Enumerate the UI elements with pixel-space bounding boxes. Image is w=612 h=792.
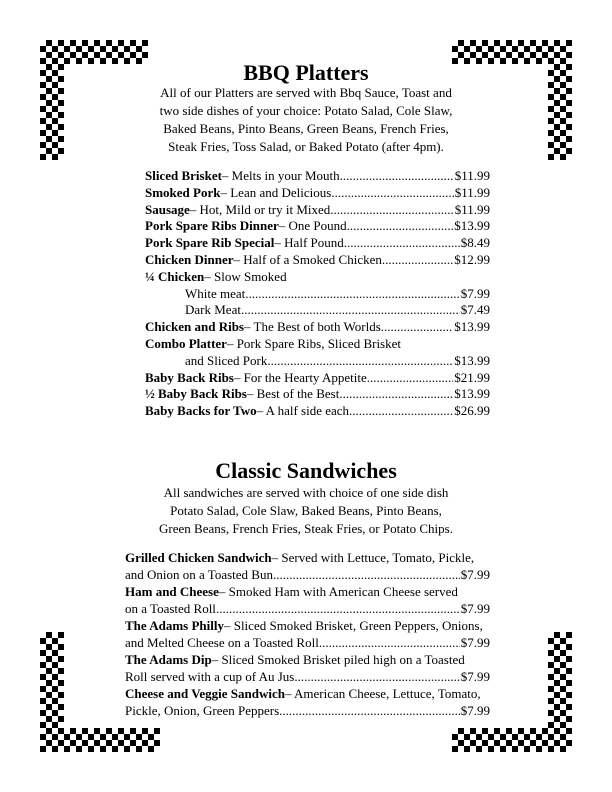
menu-item-description: – American Cheese, Lettuce, Tomato,: [285, 686, 481, 701]
menu-item-name: Chicken and Ribs: [145, 319, 244, 335]
leader-dots: [347, 217, 454, 234]
menu-item-description: and Sliced Pork: [185, 352, 268, 368]
menu-item-description: – Lean and Delicious: [220, 184, 332, 200]
menu-item-name: Ham and Cheese: [125, 584, 219, 599]
menu-item-price: $7.49: [460, 302, 490, 318]
sandwiches-intro-line: Potato Salad, Cole Slaw, Baked Beans, Pinto Beans,: [170, 503, 442, 518]
leader-dots: [382, 251, 453, 268]
menu-item-description: Dark Meat: [185, 302, 241, 318]
menu-item-price: $7.99: [460, 567, 490, 582]
menu-item-price: $13.99: [454, 352, 490, 368]
menu-item: [125, 600, 490, 617]
bbq-title: BBQ Platters: [243, 60, 369, 85]
bbq-intro: [106, 84, 506, 156]
leader-dots: [344, 234, 460, 251]
corner-checker-bottom-right-v: [548, 632, 572, 752]
menu-item-description: – One Pound: [278, 218, 347, 234]
menu-item-price: $11.99: [454, 184, 490, 200]
corner-checker-bottom-left-v: [40, 632, 64, 752]
menu-item-price: $21.99: [454, 369, 490, 385]
menu-item-price: $7.99: [460, 635, 490, 650]
menu-item-description: and Melted Cheese on a Toasted Roll: [125, 635, 319, 650]
menu-item: [145, 201, 490, 218]
menu-item-description: – The Best of both Worlds: [243, 319, 381, 335]
sandwiches-title: Classic Sandwiches: [215, 458, 397, 483]
leader-dots: [241, 301, 460, 318]
menu-item-description: – Half of a Smoked Chicken: [233, 252, 382, 267]
menu-item: [125, 617, 490, 634]
menu-item: [185, 285, 490, 302]
leader-dots: [367, 369, 454, 386]
menu-item: [185, 352, 490, 369]
menu-item-description: – Hot, Mild or try it Mixed: [189, 201, 331, 217]
menu-item: [125, 583, 490, 600]
menu-item-price: $26.99: [454, 403, 490, 419]
menu-item: [125, 685, 490, 702]
bbq-intro-line: Steak Fries, Toss Salad, or Baked Potato (after 4pm).: [168, 139, 444, 154]
menu-item-description: – Pork Spare Ribs, Sliced Brisket: [226, 336, 401, 351]
menu-item: [145, 251, 490, 268]
menu-item-name: Chicken Dinner: [145, 252, 234, 267]
menu-item-description: – Sliced Smoked Brisket, Green Peppers, Onions,: [223, 618, 483, 633]
menu-item-price: $7.99: [460, 669, 490, 684]
menu-item-name: Sliced Brisket: [145, 168, 222, 183]
leader-dots: [339, 385, 453, 402]
menu-item: [145, 167, 490, 184]
menu-item-name: Baby Back Ribs: [145, 369, 234, 385]
menu-item-name: Sausage: [145, 201, 190, 217]
menu-item-name: Cheese and Veggie Sandwich: [125, 686, 285, 701]
menu-item-name: ½ Baby Back Ribs: [145, 386, 247, 402]
leader-dots: [267, 352, 453, 369]
leader-dots: [330, 201, 453, 218]
menu-item: [145, 318, 490, 335]
menu-item-description: – Slow Smoked: [204, 268, 287, 284]
menu-item-description: and Onion on a Toasted Bun: [125, 567, 273, 582]
menu-item: [145, 385, 490, 402]
menu-item: [125, 634, 490, 651]
menu-item-name: Pork Spare Rib Special: [145, 235, 275, 251]
menu-item-price: $7.99: [460, 703, 490, 718]
menu-item-description: – Sliced Smoked Brisket piled high on a Toasted: [211, 652, 465, 667]
menu-item-price: $13.99: [454, 386, 490, 402]
sandwiches-intro: [106, 484, 506, 538]
sandwiches-intro-line: All sandwiches are served with choice of one side dish: [163, 485, 449, 500]
menu-item: [125, 566, 490, 583]
menu-item-name: ¼ Chicken: [145, 268, 205, 284]
menu-item-price: $7.99: [460, 601, 490, 616]
menu-item: [145, 402, 490, 419]
leader-dots: [331, 184, 453, 201]
menu-item-name: Pork Spare Ribs Dinner: [145, 218, 279, 234]
menu-item: [185, 301, 490, 318]
leader-dots: [245, 285, 459, 302]
menu-item-description: – Melts in your Mouth: [221, 168, 340, 183]
leader-dots: [381, 318, 453, 335]
menu-item: [125, 549, 490, 566]
menu-item-description: – A half side each: [256, 403, 350, 419]
corner-checker-top-right-v: [548, 40, 572, 160]
menu-item-price: $13.99: [454, 218, 490, 234]
bbq-intro-line: two side dishes of your choice: Potato Salad, Cole Slaw,: [159, 103, 453, 118]
menu-item-name: Combo Platter: [145, 336, 227, 351]
menu-item-description: – Smoked Ham with American Cheese served: [218, 584, 458, 599]
menu-item-price: $11.99: [454, 201, 490, 217]
menu-item-name: The Adams Philly: [125, 618, 224, 633]
sandwiches-intro-line: Green Beans, French Fries, Steak Fries, or Potato Chips.: [159, 521, 453, 536]
leader-dots: [340, 167, 454, 184]
leader-dots: [319, 634, 460, 651]
menu-item: [145, 234, 490, 251]
menu-item: [145, 184, 490, 201]
leader-dots: [294, 668, 459, 685]
leader-dots: [273, 566, 460, 583]
menu-item: [145, 335, 490, 352]
menu-item-description: – Served with Lettuce, Tomato, Pickle,: [271, 550, 475, 565]
menu-item: [145, 268, 490, 285]
menu-item-price: $13.99: [454, 319, 490, 335]
menu-item-description: – For the Hearty Appetite: [233, 369, 367, 385]
menu-item: [145, 369, 490, 386]
menu-item-price: $7.99: [460, 285, 490, 301]
menu-item-price: $12.99: [454, 252, 490, 267]
menu-item-description: Roll served with a cup of Au Jus: [125, 669, 295, 684]
bbq-intro-line: All of our Platters are served with Bbq Sauce, Toast and: [160, 85, 452, 100]
menu-item: [125, 702, 490, 719]
menu-item: [125, 668, 490, 685]
menu-item-description: – Best of the Best: [246, 386, 340, 402]
menu-item-description: – Half Pound: [274, 235, 344, 251]
bbq-intro-line: Baked Beans, Pinto Beans, Green Beans, French Fries,: [163, 121, 449, 136]
menu-item-price: $8.49: [460, 235, 490, 251]
corner-checker-top-left-v: [40, 40, 64, 160]
menu-item-description: Pickle, Onion, Green Peppers: [125, 703, 280, 718]
menu-item-name: Grilled Chicken Sandwich: [125, 550, 272, 565]
menu-item-description: on a Toasted Roll: [125, 601, 216, 616]
menu-item-name: The Adams Dip: [125, 652, 212, 667]
menu-item-description: White meat: [185, 285, 246, 301]
menu-item-name: Smoked Pork: [145, 184, 221, 200]
menu-item: [145, 217, 490, 234]
menu-item-price: $11.99: [454, 168, 490, 183]
leader-dots: [216, 600, 460, 617]
leader-dots: [279, 702, 460, 719]
leader-dots: [349, 402, 453, 419]
menu-item: [125, 651, 490, 668]
menu-item-name: Baby Backs for Two: [145, 403, 257, 419]
